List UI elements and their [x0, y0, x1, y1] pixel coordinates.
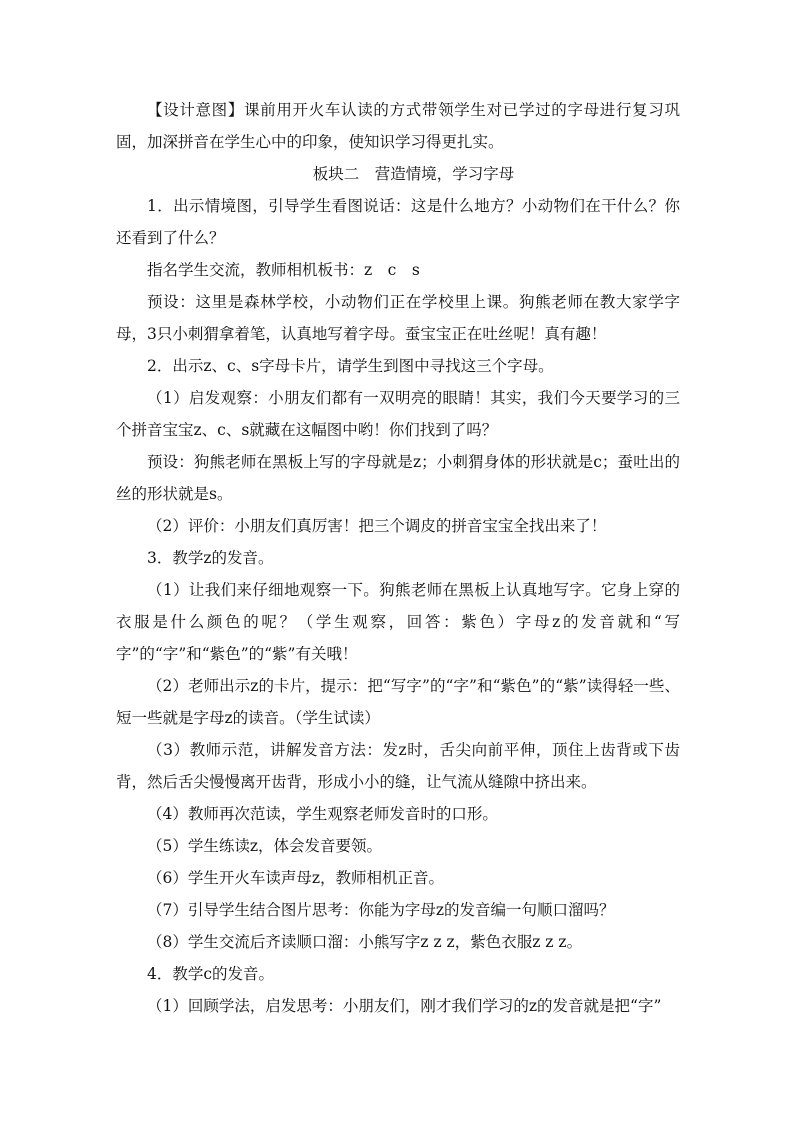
step-3-sub-2-paragraph: （2）老师出示z的卡片，提示：把“写字”的“字”和“紫色”的“紫”读得轻一些、短一些就是字母z的读音。（学生试读）: [116, 677, 680, 727]
section-heading: 板块二 营造情境，学习字母: [312, 165, 515, 183]
step-4-sub-1-paragraph: （1）回顾学法，启发思考：小朋友们，刚才我们学习的z的发音就是把“字”: [147, 997, 662, 1015]
step-1-paragraph: 1．出示情境图，引导学生看图说话：这是什么地方？小动物们在干什么？你还看到了什么？: [116, 197, 680, 247]
step-3-sub-5-paragraph: （5）学生练读z，体会发音要领。: [147, 837, 383, 855]
document-page: [116, 94, 680, 1022]
step-3-paragraph: 3．教学z的发音。: [147, 549, 274, 567]
step-2-sub-2-paragraph: （2）评价：小朋友们真厉害！把三个调皮的拼音宝宝全找出来了！: [147, 517, 607, 535]
step-4-paragraph: 4．教学c的发音。: [147, 965, 275, 983]
step-3-sub-7-paragraph: （7）引导学生结合图片思考：你能为字母z的发音编一句顺口溜吗？: [147, 901, 615, 919]
preset-answer-paragraph: 预设：这里是森林学校，小动物们正在学校里上课。狗熊老师在教大家学字母，3只小刺猬拿着笔，认真地写着字母。蚕宝宝正在吐丝呢！真有趣！: [116, 293, 680, 343]
step-3-sub-6-paragraph: （6）学生开火车读声母z，教师相机正音。: [147, 869, 445, 887]
step-2-preset-paragraph: 预设：狗熊老师在黑板上写的字母就是z；小刺猬身体的形状就是c；蚕吐出的丝的形状就是s。: [116, 453, 680, 503]
step-2-paragraph: 2．出示z、c、s字母卡片，请学生到图中寻找这三个字母。: [147, 357, 554, 375]
step-3-sub-4-paragraph: （4）教师再次范读，学生观察老师发音时的口形。: [147, 805, 498, 823]
design-intent-paragraph: 【设计意图】课前用开火车认读的方式带领学生对已学过的字母进行复习巩固，加深拼音在学生心中的印象，使知识学习得更扎实。: [116, 101, 680, 151]
step-3-sub-1-paragraph: （1）让我们来仔细地观察一下。狗熊老师在黑板上认真地写字。它身上穿的衣服是什么颜色的呢？（学生观察，回答：紫色）字母z的发音就和“写字”的“字”和“紫色”的“紫”有关哦！: [116, 581, 680, 663]
step-3-sub-3-paragraph: （3）教师示范，讲解发音方法：发z时，舌尖向前平伸，顶住上齿背或下齿背，然后舌尖慢慢离开齿背，形成小小的缝，让气流从缝隙中挤出来。: [116, 741, 680, 791]
step-2-sub-1-paragraph: （1）启发观察：小朋友们都有一双明亮的眼睛！其实，我们今天要学习的三个拼音宝宝z、c、s就藏在这幅图中哟！你们找到了吗？: [116, 389, 680, 439]
step-3-sub-8-paragraph: （8）学生交流后齐读顺口溜：小熊写字z z z，紫色衣服z z z。: [147, 933, 583, 951]
board-writing-paragraph: 指名学生交流，教师相机板书：z c s: [147, 261, 420, 279]
